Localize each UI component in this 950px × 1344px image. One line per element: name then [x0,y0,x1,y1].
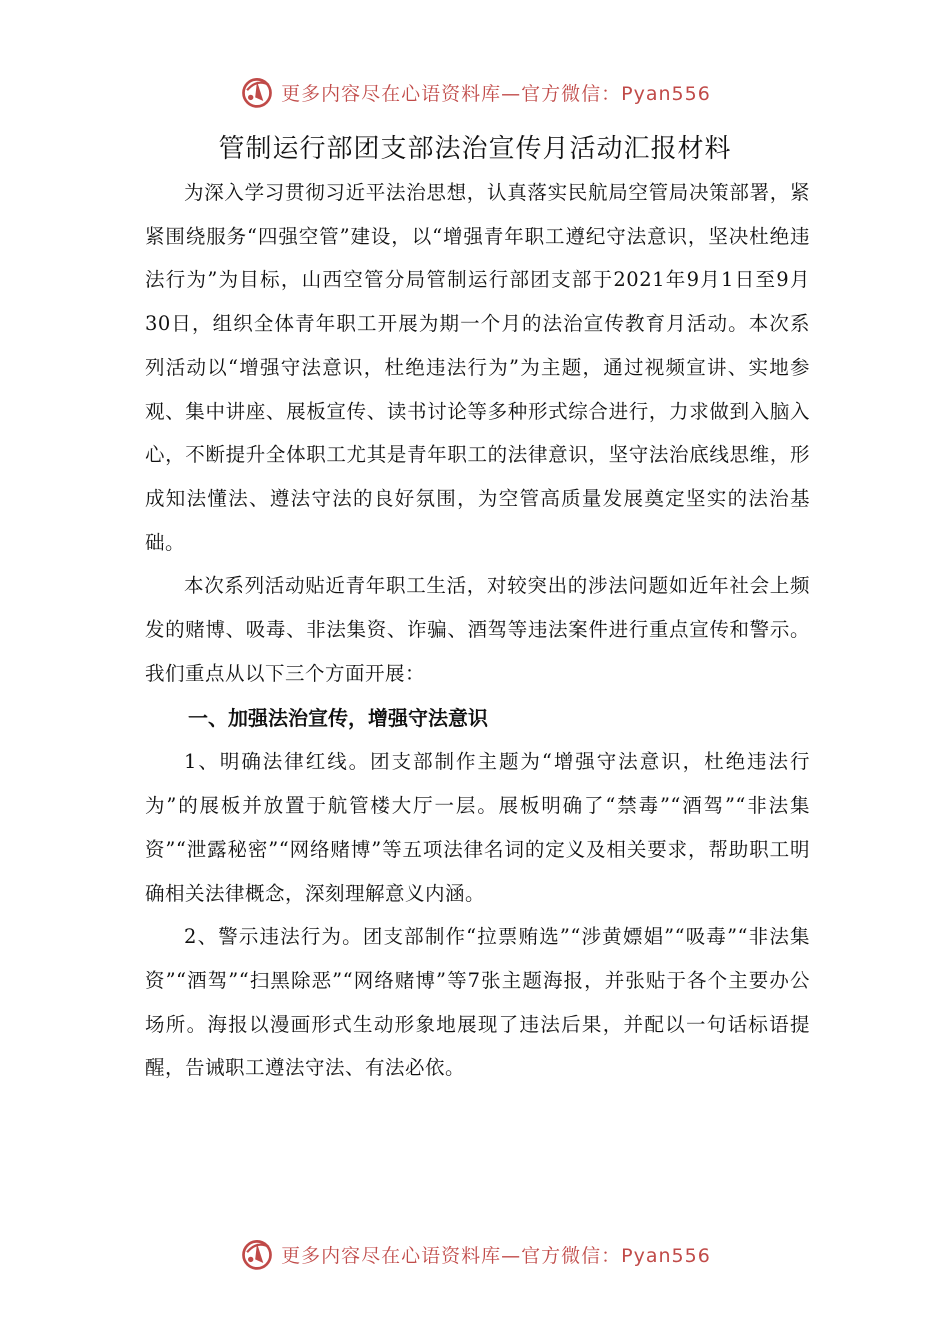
brand-logo-icon [239,1236,275,1272]
section-item-1: 1、明确法律红线。团支部制作主题为“增强守法意识，杜绝违法行为”的展板并放置于航管楼大厅一层。展板明确了“禁毒”“酒驾”“非法集资”“泄露秘密”“网络赌博”等五项法律名词的定义及相关要求，帮助职工明确相关法律概念，深刻理解意义内涵。 [145,750,810,905]
section-item-2: 2、警示违法行为。团支部制作“拉票贿选”“涉黄嫖娼”“吸毒”“非法集资”“酒驾”“扫黑除恶”“网络赌博”等7张主题海报，并张贴于各个主要办公场所。海报以漫画形式生动形象地展现了违法后果，并配以一句话标语提醒，告诫职工遵法守法、有法必依。 [145,925,810,1080]
paragraph-intro: 为深入学习贯彻习近平法治思想，认真落实民航局空管局决策部署，紧紧围绕服务“四强空管”建设，以“增强青年职工遵纪守法意识，坚决杜绝违法行为”为目标，山西空管分局管制运行部团支部于2021年9月1日至9月30日，组织全体青年职工开展为期一个月的法治宣传教育月活动。本次系列活动以“增强守法意识，杜绝违法行为”为主题，通过视频宣讲、实地参观、集中讲座、展板宣传、读书讨论等多种形式综合进行，力求做到入脑入心，不断提升全体职工尤其是青年职工的法律意识，坚守法治底线思维，形成知法懂法、遵法守法的良好氛围，为空管高质量发展奠定坚实的法治基础。 [145,181,810,554]
watermark-text: 更多内容尽在心语资料库—官方微信：Pyan556 [281,82,711,105]
watermark-text: 更多内容尽在心语资料库—官方微信：Pyan556 [281,1244,711,1267]
document-title: 管制运行部团支部法治宣传月活动汇报材料 [218,134,732,164]
paragraph-overview: 本次系列活动贴近青年职工生活，对较突出的涉法问题如近年社会上频发的赌博、吸毒、非法集资、诈骗、酒驾等违法案件进行重点宣传和警示。我们重点从以下三个方面开展： [145,574,810,685]
watermark-footer [0,1232,950,1276]
watermark-header [0,70,950,114]
brand-logo-icon [239,74,275,110]
section-heading-1: 一、加强法治宣传，增强守法意识 [188,706,488,731]
document-body [145,171,810,1090]
